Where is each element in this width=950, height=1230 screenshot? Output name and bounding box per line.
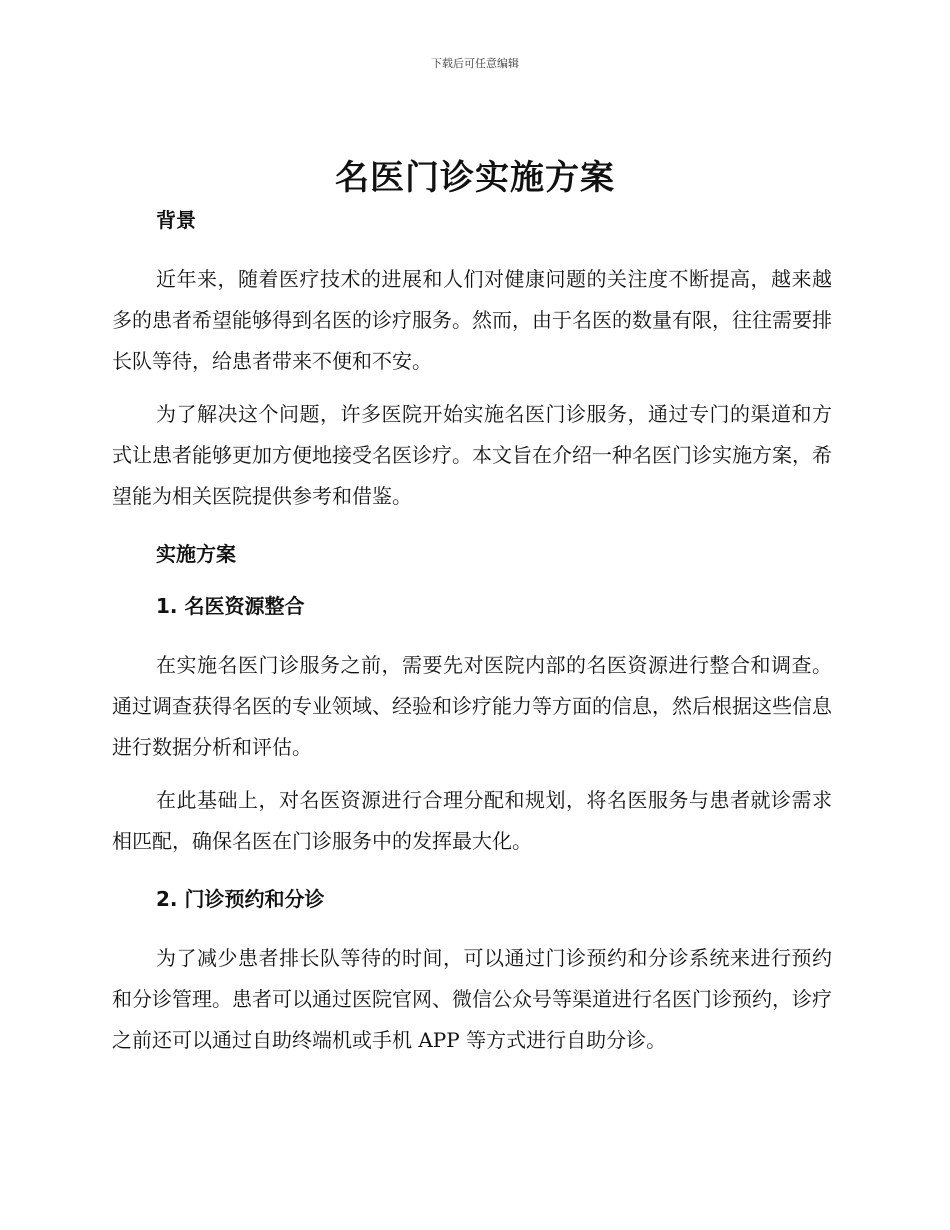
section-heading-plan: 实施方案 [156, 542, 236, 566]
paragraph-resource-integration-2: 在此基础上，对名医资源进行合理分配和规划，将名医服务与患者就诊需求相匹配，确保名医在门诊服务中的发挥最大化。 [112, 788, 832, 853]
header-note: 下载后可任意编辑 [431, 57, 519, 70]
section-heading-background: 背景 [156, 208, 196, 232]
subsection-heading-resource-integration: 1. 名医资源整合 [156, 594, 305, 618]
document-body [112, 205, 832, 1061]
document-title: 名医门诊实施方案 [335, 158, 615, 198]
paragraph-background-2: 为了解决这个问题，许多医院开始实施名医门诊服务，通过专门的渠道和方式让患者能够更加方便地接受名医诊疗。本文旨在介绍一种名医门诊实施方案，希望能为相关医院提供参考和借鉴。 [112, 402, 832, 508]
paragraph-background-1: 近年来，随着医疗技术的进展和人们对健康问题的关注度不断提高，越来越多的患者希望能够得到名医的诊疗服务。然而，由于名医的数量有限，往往需要排长队等待，给患者带来不便和不安。 [112, 267, 832, 373]
subsection-heading-appointment-triage: 2. 门诊预约和分诊 [156, 887, 325, 911]
paragraph-appointment-triage-1: 为了减少患者排长队等待的时间，可以通过门诊预约和分诊系统来进行预约和分诊管理。患者可以通过医院官网、微信公众号等渠道进行名医门诊预约，诊疗之前还可以通过自助终端机或手机 APP 等方式进行自助分诊。 [112, 946, 832, 1052]
paragraph-resource-integration-1: 在实施名医门诊服务之前，需要先对医院内部的名医资源进行整合和调查。通过调查获得名医的专业领域、经验和诊疗能力等方面的信息，然后根据这些信息进行数据分析和评估。 [112, 653, 832, 759]
